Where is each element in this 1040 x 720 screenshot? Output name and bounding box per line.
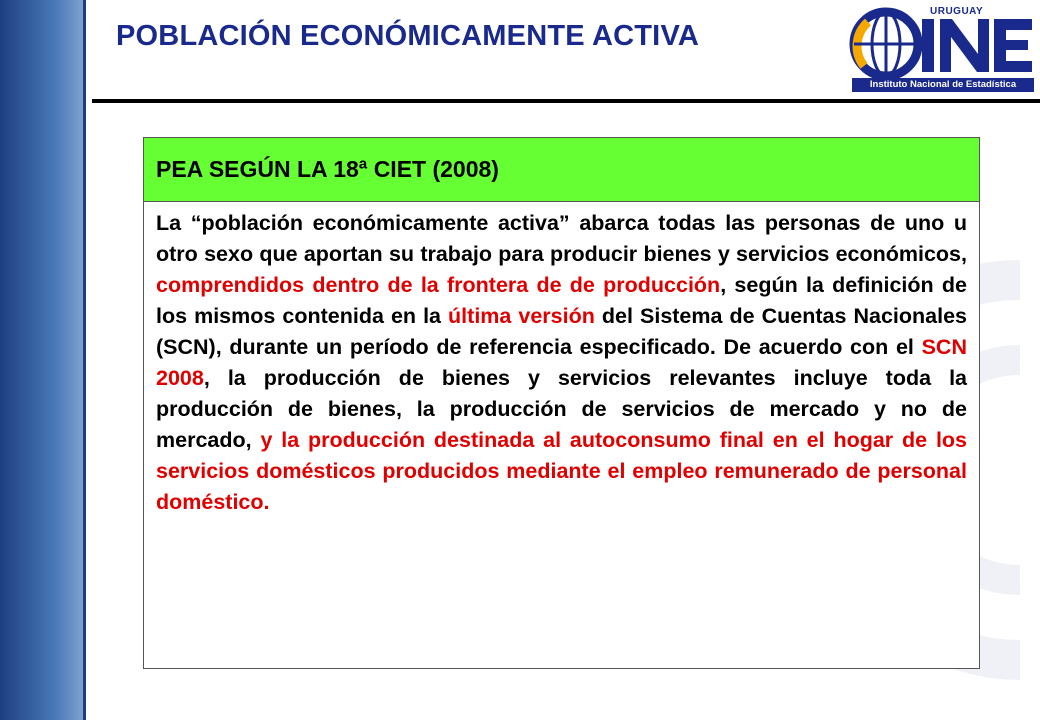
text-segment: , según la definición de los mismos contenida en la xyxy=(156,273,967,328)
text-segment: del Sistema de Cuentas Nacionales (SCN), durante un período de referencia especificado. De acuerdo con el xyxy=(156,304,967,359)
logo-country-label: URUGUAY xyxy=(930,6,984,17)
text-segment: La “población económicamente activa” abarca todas las personas de uno u otro sexo que aportan su trabajo para producir bienes y servicios económicos, xyxy=(156,211,967,266)
text-segment: , la producción de bienes y servicios relevantes incluye toda la producción de bienes, la producción de servicios de mercado y no de mercado, xyxy=(156,366,967,452)
highlighted-text-segment: y la producción destinada al autoconsumo final en el hogar de los servicios domésticos producidos mediante el empleo remunerado de personal doméstico. xyxy=(156,428,968,514)
page-title: POBLACIÓN ECONÓMICAMENTE ACTIVA xyxy=(116,20,699,52)
highlighted-text-segment: última versión xyxy=(448,304,595,328)
pea-box-heading: PEA SEGÚN LA 18ª CIET (2008) xyxy=(144,138,979,202)
title-divider xyxy=(92,99,1040,103)
pea-definition-box xyxy=(143,137,980,669)
logo-caption: Instituto Nacional de Estadística xyxy=(852,78,1034,92)
ine-logo xyxy=(846,4,1036,94)
pea-definition-text xyxy=(144,202,979,518)
highlighted-text-segment: SCN 2008 xyxy=(156,335,967,390)
decorative-sidebar xyxy=(0,0,92,720)
highlighted-text-segment: comprendidos dentro de la frontera de de producción xyxy=(156,273,721,297)
